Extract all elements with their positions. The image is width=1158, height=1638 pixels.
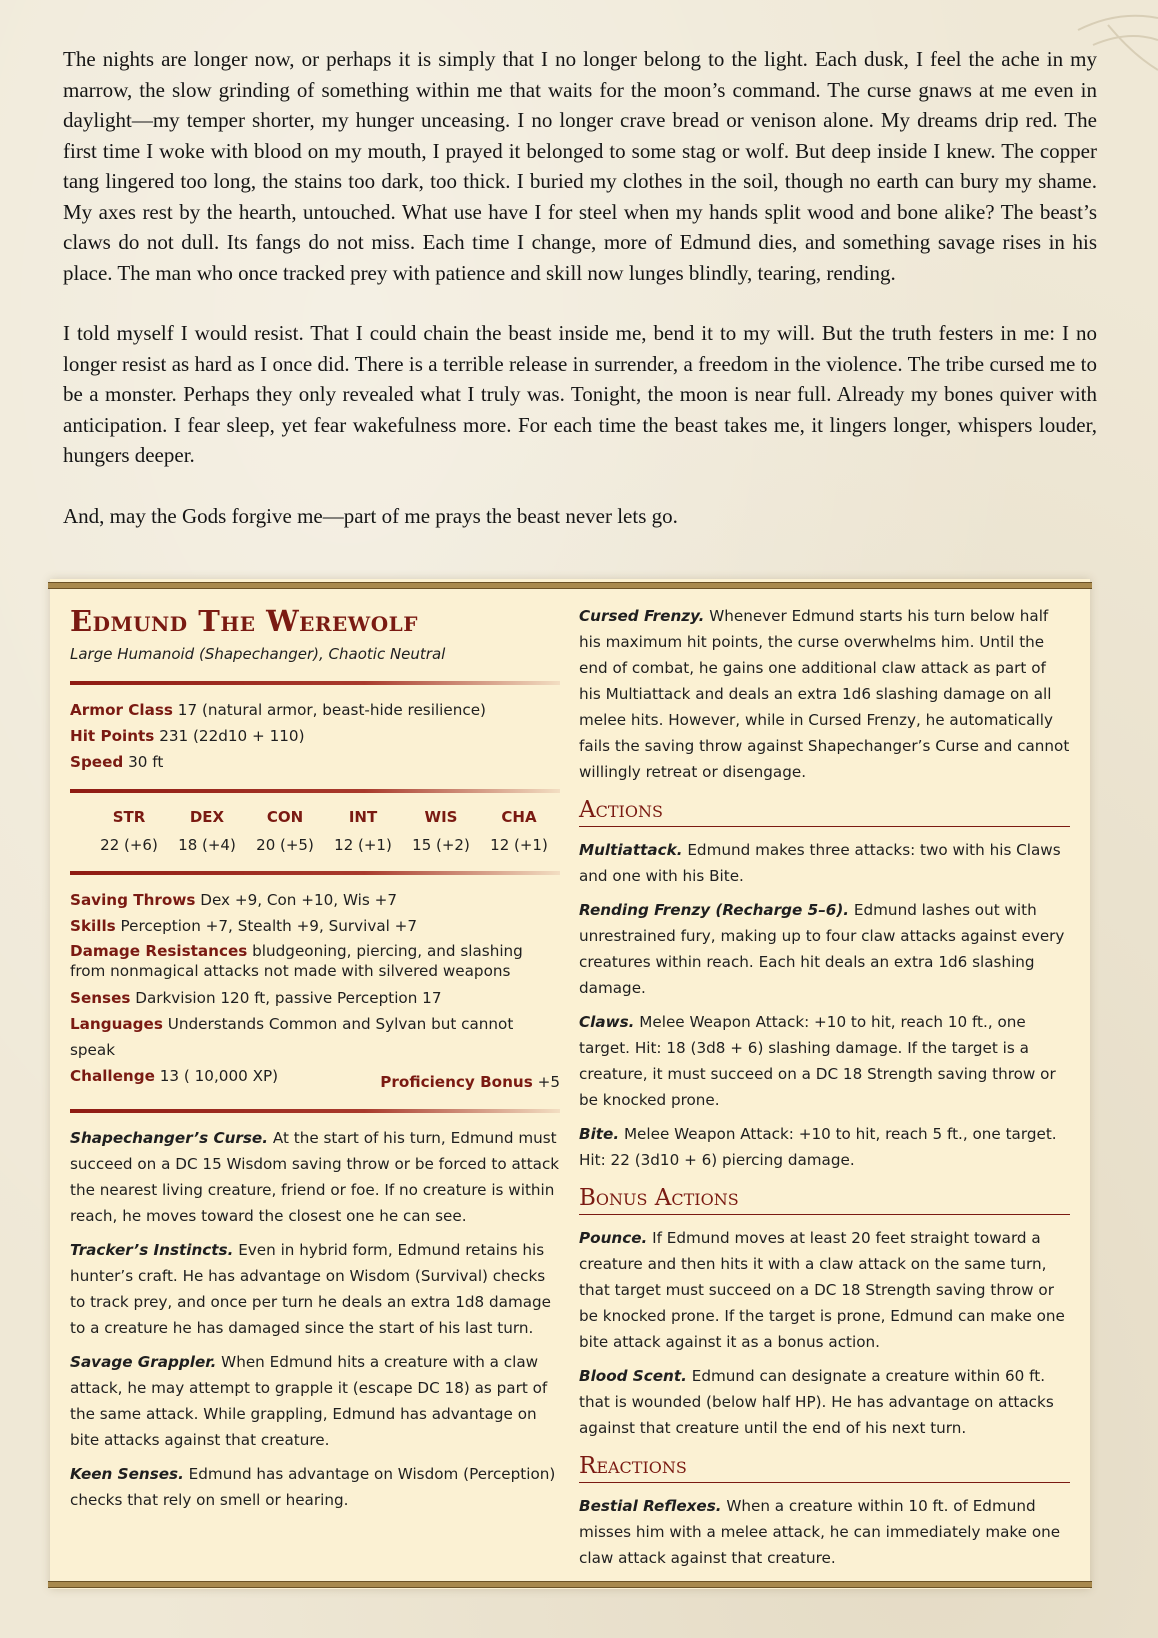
actions-heading: Actions bbox=[579, 795, 1070, 827]
proficiency-bonus: Proficiency Bonus +5 bbox=[380, 1073, 560, 1091]
skills: Skills Perception +7, Stealth +9, Survival +7 bbox=[70, 917, 418, 935]
ability-int: INT 12 (+1) bbox=[334, 808, 392, 854]
armor-class: Armor Class 17 (natural armor, beast-hide resilience) bbox=[70, 701, 486, 719]
trait-cursed-frenzy: Cursed Frenzy. Whenever Edmund starts his turn below half his maximum hit points, the curse overwhelms him. Until the end of combat, he gains one additional claw attack as part of his Multiattack and deals an extra 1d6 slashing damage on all melee hits. However, while in Cursed Frenzy, he automatically fails the saving throw against Shapechanger’s Curse and cannot willingly retreat or disengage. bbox=[579, 607, 1070, 781]
challenge-row bbox=[70, 1063, 560, 1095]
action-multiattack: Multiattack. Edmund makes three attacks: two with his Claws and one with his Bite. bbox=[579, 841, 1061, 885]
trait-savage-grappler: Savage Grappler. When Edmund hits a creature with a claw attack, he may attempt to grapple it (escape DC 18) as part of the same attack. While grappling, Edmund has advantage on bite attacks against that creature. bbox=[70, 1353, 548, 1449]
hit-points: Hit Points 231 (22d10 + 110) bbox=[70, 727, 305, 745]
bonus-actions-heading: Bonus Actions bbox=[579, 1183, 1070, 1215]
trait-trackers-instincts: Tracker’s Instincts. Even in hybrid form, Edmund retains his hunter’s craft. He has advantage on Wisdom (Survival) checks to track prey, and once per turn he deals an extra 1d8 damage to a creature he has damaged since the start of his last turn. bbox=[70, 1241, 552, 1337]
ability-str: STR 22 (+6) bbox=[100, 808, 158, 854]
monster-name: Edmund The Werewolf bbox=[70, 604, 418, 638]
speed: Speed 30 ft bbox=[70, 753, 164, 771]
divider bbox=[70, 871, 560, 875]
reaction-bestial-reflexes: Bestial Reflexes. When a creature within 10 ft. of Edmund misses him with a melee attack, he can immediately make one claw attack against that creature. bbox=[579, 1497, 1061, 1567]
prose-paragraph: I told myself I would resist. That I could chain the beast inside me, bend it to my will. But the truth festers in me: I no longer resist as hard as I once did. There is a terrible release in surrender, a freedom in the violence. The tribe cursed me to be a monster. Perhaps they only revealed what I truly was. Tonight, the moon is near full. Already my bones quiver with anticipation. I fear sleep, yet fear wakefulness more. For each time the beast takes me, it lingers longer, whispers louder, hungers deeper. bbox=[63, 321, 1097, 467]
ability-dex: DEX 18 (+4) bbox=[178, 808, 236, 854]
trait-shapechangers-curse: Shapechanger’s Curse. At the start of his turn, Edmund must succeed on a DC 15 Wisdom saving throw or be forced to attack the nearest living creature, friend or foe. If no creature is within reach, he moves toward the closest one he can see. bbox=[70, 1129, 560, 1225]
divider bbox=[70, 789, 560, 793]
bonus-action-pounce: Pounce. If Edmund moves at least 20 feet straight toward a creature and then hits it with a claw attack on the same turn, that target must succeed on a DC 18 Strength saving throw or be knocked prone. If the target is prone, Edmund can make one bite attack against it as a bonus action. bbox=[579, 1229, 1065, 1351]
challenge: Challenge 13 ( 10,000 XP) bbox=[70, 1067, 279, 1085]
prose-paragraph: The nights are longer now, or perhaps it is simply that I no longer belong to the light. Each dusk, I feel the ache in my marrow, the slow grinding of something within me that waits for the moon’s command. The curse gnaws at me even in daylight—my temper shorter, my hunger unceasing. I no longer crave bread or venison alone. My dreams drip red. The first time I woke with blood on my mouth, I prayed it belonged to some stag or wolf. But deep inside I knew. The copper tang lingered too long, the stains too dark, too thick. I buried my clothes in the soil, though no earth can bury my shame. My axes rest by the hearth, untouched. What use have I for steel when my hands split wood and bone alike? The beast’s claws do not dull. Its fangs do not miss. Each time I change, more of Edmund dies, and something savage rises in his place. The man who once tracked prey with patience and skill now lunges blindly, tearing, rending. bbox=[63, 47, 1097, 285]
stat-block-top-bar bbox=[48, 582, 1092, 589]
divider bbox=[70, 681, 560, 685]
trait-keen-senses: Keen Senses. Edmund has advantage on Wisdom (Perception) checks that rely on smell or hearing. bbox=[70, 1465, 556, 1509]
reactions-heading: Reactions bbox=[579, 1451, 1070, 1483]
damage-resistances: Damage Resistances bludgeoning, piercing, and slashing from nonmagical attacks not made with silvered weapons bbox=[70, 942, 523, 980]
stat-block-bottom-bar bbox=[48, 1581, 1092, 1588]
stat-block-right-column bbox=[579, 603, 1070, 1579]
action-bite: Bite. Melee Weapon Attack: +10 to hit, reach 5 ft., one target. Hit: 22 (3d10 + 6) piercing damage. bbox=[579, 1125, 1057, 1169]
ability-cha: CHA 12 (+1) bbox=[490, 808, 548, 854]
divider bbox=[70, 1109, 560, 1113]
languages: Languages Understands Common and Sylvan but cannot speak bbox=[70, 1015, 514, 1059]
stat-block-left-column bbox=[70, 603, 560, 1521]
ability-con: CON 20 (+5) bbox=[256, 808, 314, 854]
ability-scores bbox=[90, 805, 560, 857]
saving-throws: Saving Throws Dex +9, Con +10, Wis +7 bbox=[70, 891, 397, 909]
monster-type: Large Humanoid (Shapechanger), Chaotic Neutral bbox=[70, 645, 446, 663]
bonus-action-blood-scent: Blood Scent. Edmund can designate a creature within 60 ft. that is wounded (below half HP). He has advantage on attacks against that creature until the end of his next turn. bbox=[579, 1367, 1054, 1437]
action-rending-frenzy: Rending Frenzy (Recharge 5–6). Edmund lashes out with unrestrained fury, making up to four claw attacks against every creatures within reach. Each hit deals an extra 1d6 slashing damage. bbox=[579, 901, 1065, 997]
action-claws: Claws. Melee Weapon Attack: +10 to hit, reach 10 ft., one target. Hit: 18 (3d8 + 6) slashing damage. If the target is a creature, it must succeed on a DC 18 Strength saving throw or be knocked prone. bbox=[579, 1013, 1056, 1109]
senses: Senses Darkvision 120 ft, passive Perception 17 bbox=[70, 989, 442, 1007]
prose-paragraph: And, may the Gods forgive me—part of me prays the beast never lets go. bbox=[63, 503, 678, 528]
ability-wis: WIS 15 (+2) bbox=[412, 808, 470, 854]
journal-prose bbox=[63, 44, 1097, 561]
